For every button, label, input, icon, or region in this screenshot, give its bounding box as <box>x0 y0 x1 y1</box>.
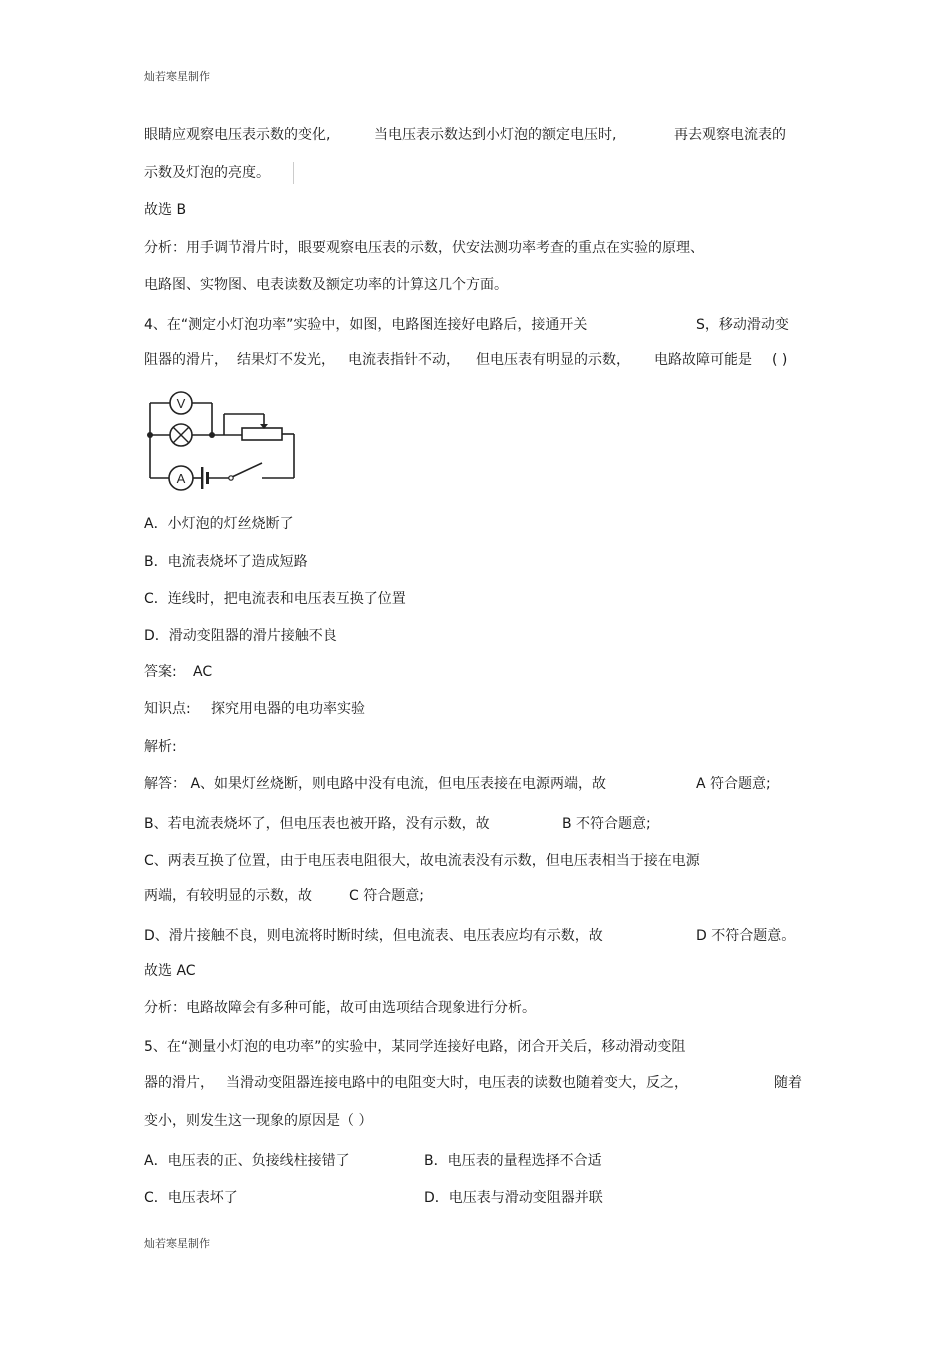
voltmeter-symbol <box>170 392 192 414</box>
q4-solution-b: B、若电流表烧坏了，但电压表也被开路，没有示数，故 <box>144 816 490 832</box>
q4-answer: AC <box>193 664 213 680</box>
prev-line-1b: 当电压表示数达到小灯泡的额定电压时, <box>374 127 617 143</box>
q5-stem-3: 变小，则发生这一现象的原因是（ ） <box>144 1113 373 1129</box>
prev-analysis-2: 电路图、实物图、电表读数及额定功率的计算这几个方面。 <box>144 277 508 293</box>
prev-line-2: 示数及灯泡的亮度。 <box>144 165 270 181</box>
text-cursor-divider <box>293 162 294 184</box>
q4-stem-1b: S，移动滑动变 <box>696 317 789 333</box>
q4-choice: 故选 AC <box>144 963 196 979</box>
prev-line-1a: 眼睛应观察电压表示数的变化, <box>144 127 331 143</box>
q4-solution-c-cont: 两端，有较明显的示数，故 <box>144 888 312 904</box>
prev-line-1c: 再去观察电流表的 <box>674 127 786 143</box>
q4-knowledge: 探究用电器的电功率实验 <box>211 701 365 717</box>
q4-analysis: 分析：电路故障会有多种可能，故可由选项结合现象进行分析。 <box>144 1000 536 1016</box>
q4-stem-2a: 阻器的滑片， <box>144 352 228 368</box>
q5-option-b: B．电压表的量程选择不合适 <box>424 1153 602 1169</box>
q5-stem-2a: 器的滑片， <box>144 1075 214 1091</box>
q5-option-c: C．电压表坏了 <box>144 1190 238 1206</box>
ammeter-label: A <box>176 471 186 486</box>
q4-option-a: A．小灯泡的灯丝烧断了 <box>144 516 294 532</box>
prev-answer: 故选 B <box>144 202 187 218</box>
q4-option-b: B．电流表烧坏了造成短路 <box>144 554 308 570</box>
watermark-bottom: 灿若寒星制作 <box>144 1237 210 1250</box>
q5-stem-2b: 当滑动变阻器连接电路中的电阻变大时，电压表的读数也随着变大，反之， <box>226 1075 688 1091</box>
q4-stem-2b: 结果灯不发光， <box>237 352 335 368</box>
q4-stem-2f: ( ) <box>772 352 788 368</box>
q4-solution-b-verdict: B 不符合题意; <box>562 816 651 832</box>
q5-stem-1: 5、在“测量小灯泡的电功率”的实验中，某同学连接好电路，闭合开关后，移动滑动变阻 <box>144 1039 686 1055</box>
q5-option-d: D．电压表与滑动变阻器并联 <box>424 1190 603 1206</box>
q4-solution-a-verdict: A 符合题意; <box>696 776 771 792</box>
q4-explain-label: 解析: <box>144 739 177 755</box>
q4-solution-a: 解答： A、如果灯丝烧断，则电路中没有电流，但电压表接在电源两端，故 <box>144 776 607 792</box>
q4-stem-2e: 电路故障可能是 <box>654 352 752 368</box>
q4-solution-c-verdict: C 符合题意; <box>349 888 424 904</box>
q5-stem-2c: 随着 <box>774 1075 802 1091</box>
q4-stem-2c: 电流表指针不动， <box>348 352 460 368</box>
q4-stem-2d: 但电压表有明显的示数， <box>476 352 630 368</box>
watermark-top: 灿若寒星制作 <box>144 70 210 83</box>
circuit-diagram <box>144 385 296 495</box>
q5-option-a: A．电压表的正、负接线柱接错了 <box>144 1153 350 1169</box>
q4-answer-label: 答案: <box>144 664 177 680</box>
q4-solution-c: C、两表互换了位置，由于电压表电阻很大，故电流表没有示数，但电压表相当于接在电源 <box>144 853 700 869</box>
q4-knowledge-label: 知识点: <box>144 701 191 717</box>
q4-solution-d: D、滑片接触不良，则电流将时断时续，但电流表、电压表应均有示数，故 <box>144 928 603 944</box>
prev-analysis-1: 分析：用手调节滑片时，眼要观察电压表的示数，伏安法测功率考查的重点在实验的原理、 <box>144 240 704 256</box>
lamp-symbol <box>170 424 192 446</box>
voltmeter-label: V <box>176 396 186 411</box>
ammeter-symbol <box>169 466 193 490</box>
q4-option-c: C．连线时，把电流表和电压表互换了位置 <box>144 591 406 607</box>
q4-option-d: D．滑动变阻器的滑片接触不良 <box>144 628 337 644</box>
q4-solution-d-verdict: D 不符合题意。 <box>696 928 796 944</box>
q4-stem-1a: 4、在“测定小灯泡功率”实验中，如图，电路图连接好电路后，接通开关 <box>144 317 588 333</box>
